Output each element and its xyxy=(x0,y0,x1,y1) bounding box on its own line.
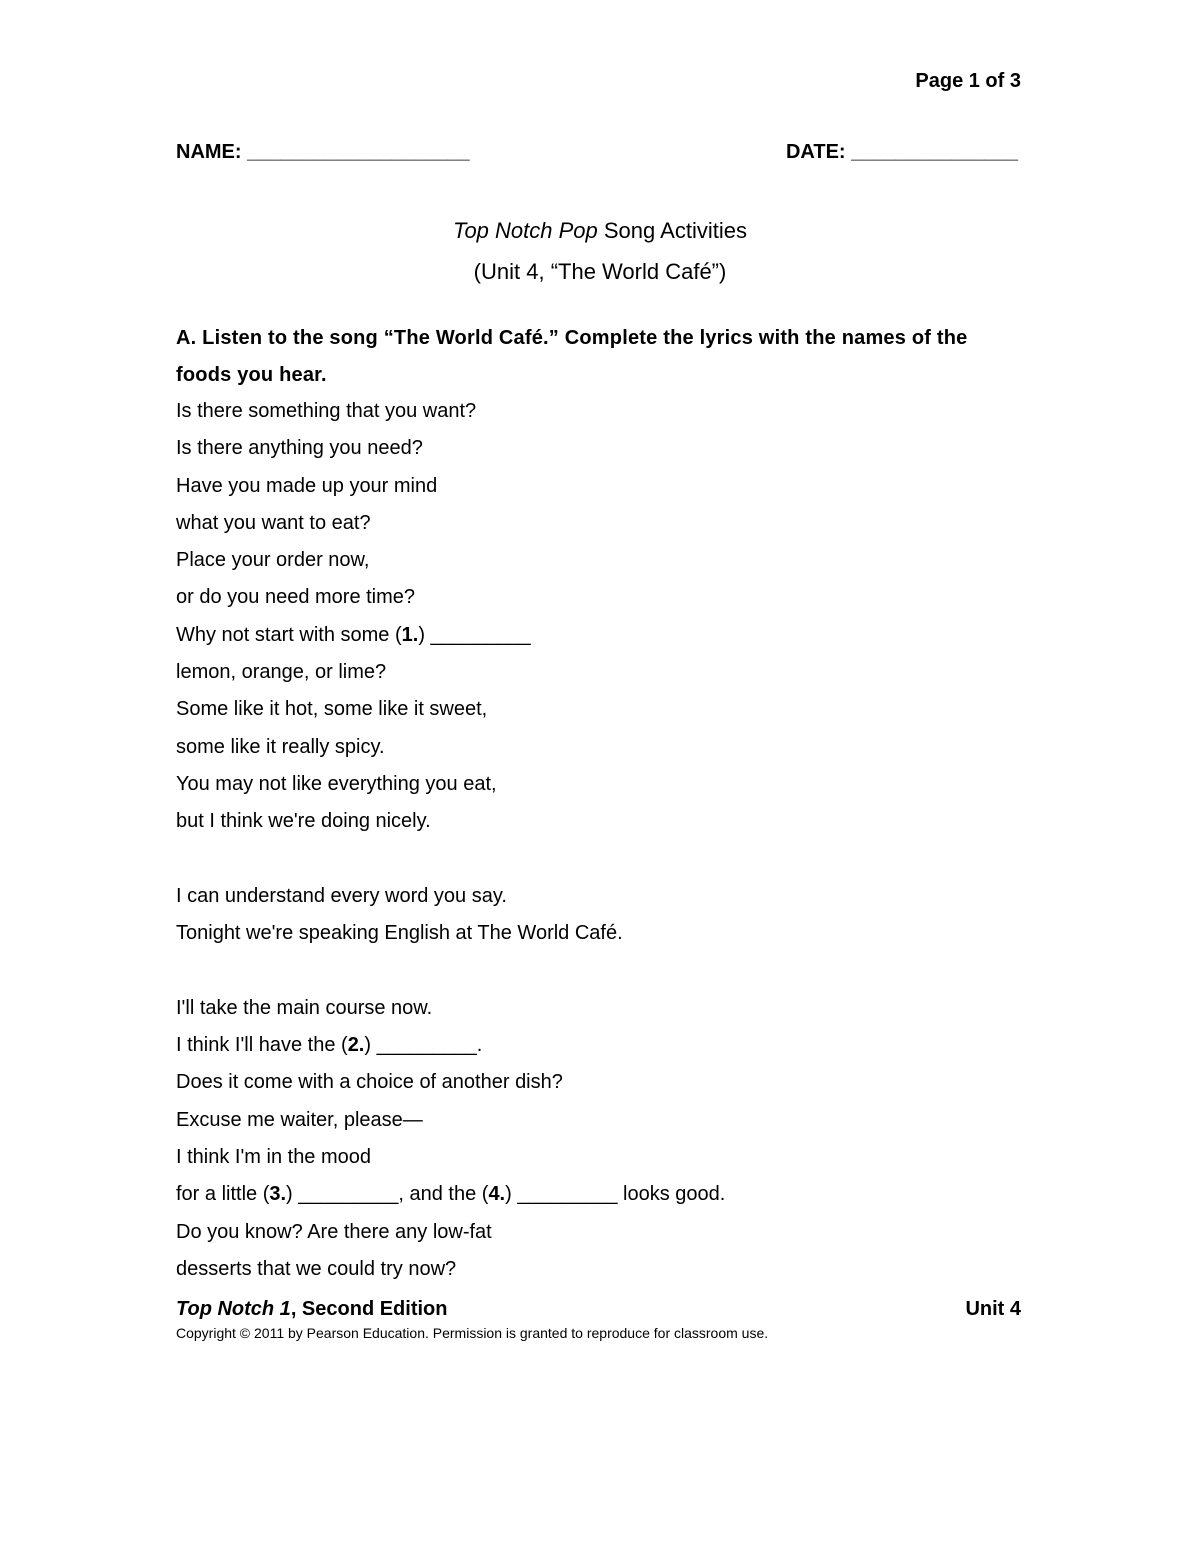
blank-number: 3. xyxy=(269,1183,287,1206)
lyric-line: I think I'm in the mood xyxy=(176,1145,372,1168)
lyric-line-blank-2 xyxy=(176,1027,725,1064)
answer-blank: ) _________ looks good. xyxy=(505,1183,726,1206)
footer-unit: Unit 4 xyxy=(965,1298,1021,1320)
lyric-line: some like it really spicy. xyxy=(176,735,385,758)
lyric-line: I'll take the main course now. xyxy=(176,996,433,1019)
lyric-line: Does it come with a choice of another dish? xyxy=(176,1071,563,1094)
lyric-line: or do you need more time? xyxy=(176,586,416,609)
lyric-line-blank-3-4 xyxy=(176,1176,725,1213)
lyric-line: Excuse me waiter, please— xyxy=(176,1108,423,1131)
title-rest: Song Activities xyxy=(597,218,747,243)
lyric-text: Why not start with some ( xyxy=(176,623,402,646)
answer-blank: ) _________ xyxy=(418,623,531,646)
instruction-text: A. Listen to the song “The World Café.” Complete the lyrics with the names of the foods you hear. xyxy=(176,327,968,386)
lyric-line: I can understand every word you say. xyxy=(176,884,507,907)
lyric-line-blank-1 xyxy=(176,617,725,654)
document-subtitle: (Unit 4, “The World Café”) xyxy=(473,259,727,284)
title-italic: Top Notch Pop xyxy=(453,218,598,243)
lyric-line: Do you know? Are there any low-fat xyxy=(176,1220,492,1243)
lyric-line: but I think we're doing nicely. xyxy=(176,810,431,833)
lyric-line: desserts that we could try now? xyxy=(176,1257,457,1280)
answer-blank: ) _________, and the ( xyxy=(286,1183,489,1206)
lyric-line: Place your order now, xyxy=(176,549,370,572)
blank-number: 1. xyxy=(401,623,419,646)
blank-number: 2. xyxy=(347,1034,365,1057)
lyric-line: Tonight we're speaking English at The World Café. xyxy=(176,922,623,945)
page-number: Page 1 of 3 xyxy=(915,70,1021,92)
footer-book-italic: Top Notch 1 xyxy=(176,1298,291,1320)
stanza-gap xyxy=(176,841,725,878)
copyright-notice: Copyright © 2011 by Pearson Education. Permission is granted to reproduce for classroom use. xyxy=(176,1325,769,1341)
answer-blank: ) _________. xyxy=(364,1034,483,1057)
lyric-text: I think I'll have the ( xyxy=(176,1034,348,1057)
lyric-line: You may not like everything you eat, xyxy=(176,772,497,795)
footer-book-rest: , Second Edition xyxy=(290,1298,448,1320)
date-field-label: DATE: _______________ xyxy=(785,141,1018,163)
lyrics-block xyxy=(176,393,725,1288)
lyric-text: for a little ( xyxy=(176,1183,270,1206)
footer-book-title xyxy=(176,1298,447,1321)
name-field-label: NAME: ____________________ xyxy=(176,141,470,163)
document-title xyxy=(0,218,1200,244)
blank-number: 4. xyxy=(488,1183,506,1206)
lyric-line: Is there anything you need? xyxy=(176,437,423,460)
lyric-line: Have you made up your mind xyxy=(176,474,438,497)
lyric-line: Some like it hot, some like it sweet, xyxy=(176,698,488,721)
lyric-line: Is there something that you want? xyxy=(176,400,477,422)
lyric-line: lemon, orange, or lime? xyxy=(176,661,387,684)
lyric-line: what you want to eat? xyxy=(176,511,371,534)
stanza-gap xyxy=(176,952,725,989)
